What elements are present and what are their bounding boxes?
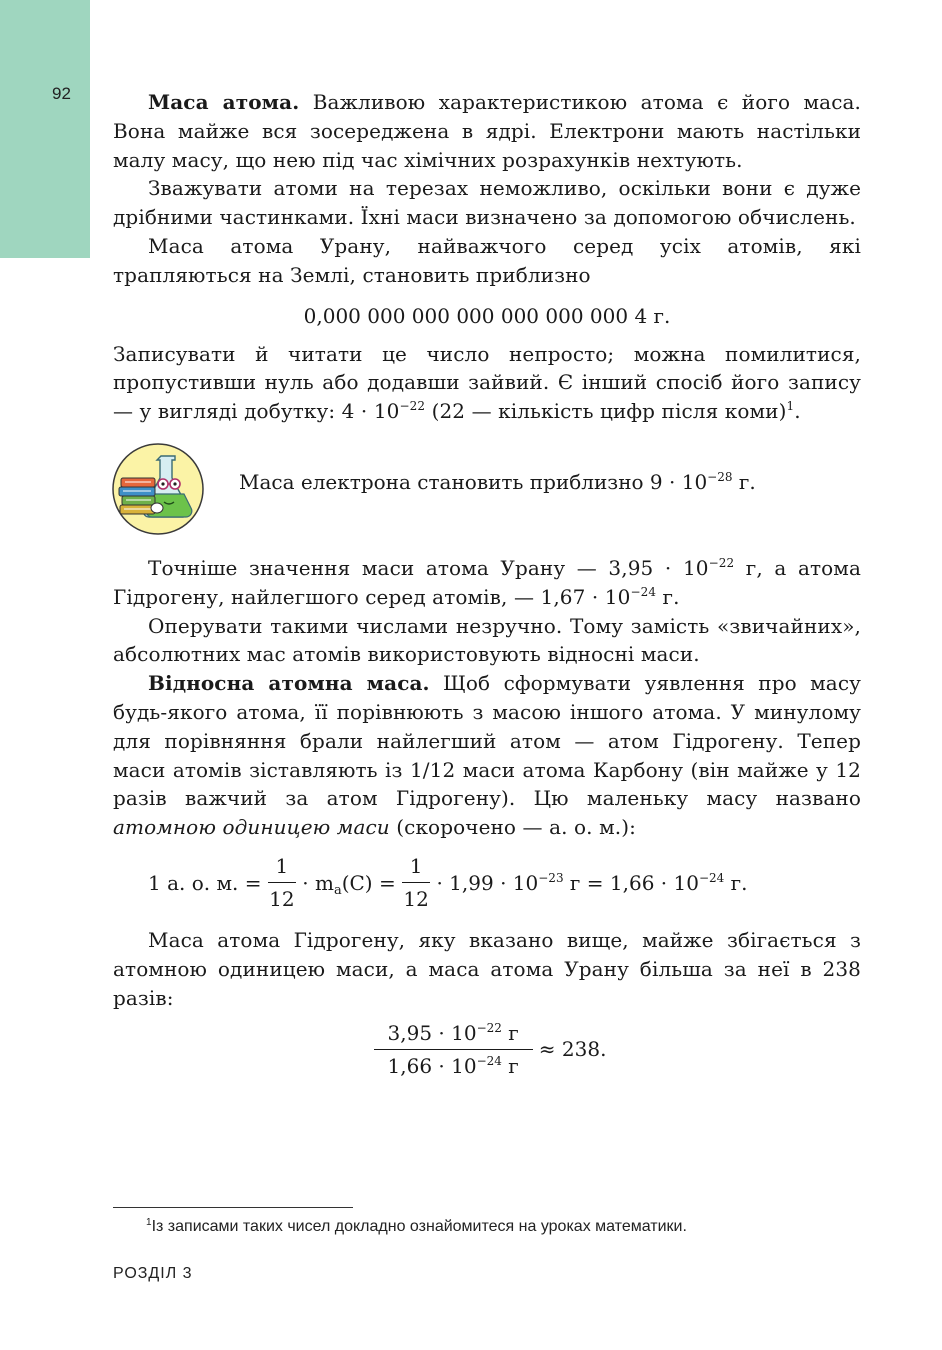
formula-ratio: $\frac{3,95 \cdot 10^{-22} г}{1,66 \cdot 10^{-24} г}$ ≈ 238. — [113, 1014, 861, 1084]
paragraph-comparison: Маса атома Гідрогену, яку вказано вище, майже збігається з атомною одиницею маси, а маса атома Урану більша за неї в 238 разів: — [113, 927, 861, 1010]
paragraph-uranium: Маса атома Урану, найважчого серед усіх атомів, які трапляються на Землі, становить приблизно — [113, 233, 861, 287]
paragraph-notation: Записувати й читати це число непросто; можна помилитися, пропустивши нуль або додавши зайвий. Є інший спосіб його запису — у вигляді добутку: $4 \cdot 10^{-22}$ (22 — кількість цифр після коми)$^1$. — [113, 341, 861, 424]
section-label: РОЗДІЛ 3 — [113, 1265, 193, 1282]
heading-atom-mass: Маса атома. — [148, 90, 300, 114]
fraction-one-twelfth: $\frac{1}{12}$ — [269, 854, 295, 912]
footnote-marker: 1 — [786, 399, 795, 414]
paragraph-relative-atomic-mass: Відносна атомна маса. Щоб сформувати уявлення про масу будь-якого атома, її порівнюють з масою іншого атома. У минулому для порівняння брали найлегший атом — атом Гідрогену. Тепер маси атомів зіставляють із 1/12 маси атома Карбону (він майже у 12 разів важчий за атом Гідрогену). Цю маленьку масу названо атомною одиницею маси (скорочено — а. о. м.): — [113, 671, 861, 840]
main-content — [113, 88, 861, 1084]
note-electron-mass — [113, 440, 861, 540]
flask-books-mascot-icon — [111, 442, 205, 536]
paragraph-weighing: Зважувати атоми на терезах неможливо, оскільки вони є дуже дрібними частинками. Їхні маси визначено за допомогою обчислень. — [113, 176, 861, 230]
page-number: 92 — [52, 84, 71, 103]
footnote-divider — [113, 1207, 353, 1208]
paragraph-relative-masses: Оперувати такими числами незручно. Тому замість «звичайних», абсолютних мас атомів використовують відносні маси. — [113, 613, 861, 667]
uranium-mass-number: 0,000 000 000 000 000 000 000 4 г. — [303, 303, 671, 328]
paragraph-precise-values: Точніше значення маси атома Урану — $3,95 \cdot 10^{-22}$ г, а атома Гідрогену, найлегшого серед атомів, — $1,67 \cdot 10^{-24}$ г. — [113, 555, 861, 609]
side-tab — [0, 0, 90, 258]
paragraph-atom-mass: Маса атома. Важливою характеристикою атома є його маса. Вона майже вся зосереджена в ядрі. Електрони мають настільки малу масу, що нею під час хімічних розрахунків нехтують. — [113, 90, 861, 172]
fraction-one-twelfth-2: $\frac{1}{12}$ — [403, 854, 429, 912]
note-text: Маса електрона становить приблизно $9 \cdot 10^{-28}$ г. — [239, 469, 756, 494]
footnote: $^1$Із записами таких чисел докладно ознайомитеся на уроках математики. — [146, 1217, 687, 1235]
fraction-mass-ratio: $\frac{3,95 \cdot 10^{-22} г}{1,66 \cdot 10^{-24} г}$ — [374, 1021, 533, 1078]
heading-relative-atomic-mass: Відносна атомна маса. — [148, 671, 430, 696]
formula-amu: 1 а. о. м. = $\frac{1}{12}$ · $m_a(C)$ = $\frac{1}{12}$ · $1,99 \cdot 10^{-23}$ $г = 1,66 \cdot 10^{-24}$ г. — [148, 854, 748, 912]
